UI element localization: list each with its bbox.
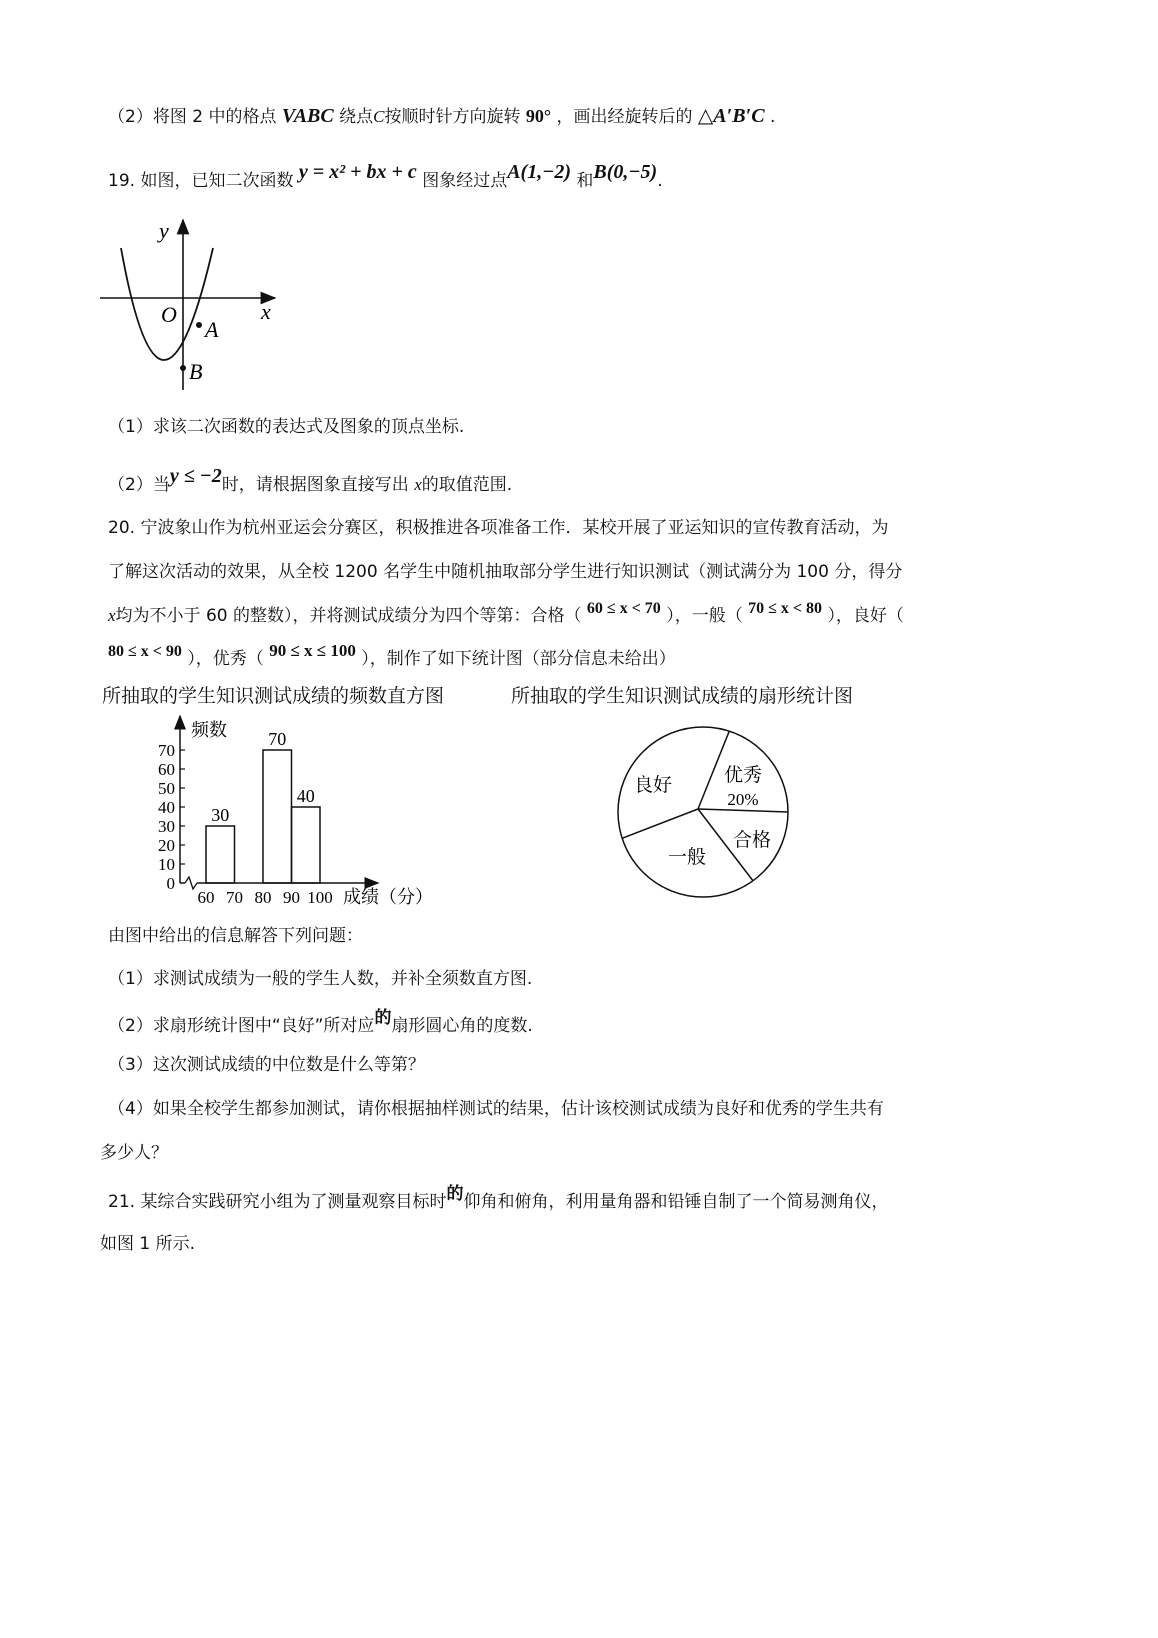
q18-part2-text: .: [769, 107, 776, 127]
point-b-dot: [180, 365, 186, 371]
q20-text: ），制作了如下统计图（部分信息未给出）: [361, 649, 676, 669]
q20-part3: （3）这次测试成绩的中位数是什么等第？: [108, 1055, 425, 1075]
label-a: A: [205, 317, 219, 342]
q21-text: 某综合实践研究小组为了测量观察目标时: [140, 1192, 447, 1212]
q20-part4-line1: （4）如果全校学生都参加测试，请你根据抽样测试的结果，估计该校测试成绩为良好和优秀的学生共有: [108, 1099, 884, 1119]
question-number: 21.: [108, 1192, 136, 1212]
q20-text: ），良好（: [827, 606, 904, 626]
math-triangle-abc: VABC: [281, 105, 334, 127]
q19-text: 图象经过点: [422, 171, 508, 191]
x-tick-label: 90: [283, 888, 300, 907]
q20-text: （2）求扇形统计图中“良好”所对应: [108, 1016, 375, 1036]
q20-line1: [108, 516, 888, 540]
y-tick-label: 0: [166, 874, 175, 893]
artifact-de: 的: [446, 1184, 464, 1204]
q19-text: .: [657, 171, 663, 191]
q20-line4: [108, 641, 676, 672]
range-excellent: 90 ≤ x ≤ 100: [269, 641, 356, 660]
q20-part2: [108, 1008, 533, 1038]
q20-text: 均为不小于 60 的整数），并将测试成绩分为四个等第：合格（: [115, 606, 582, 626]
q18-part2-line: [108, 104, 775, 129]
q18-part2-text: 按顺时针方向旋转: [384, 107, 521, 127]
hist-bar-label: 40: [296, 786, 315, 806]
x-tick-label: 70: [226, 888, 243, 907]
q18-part2-text: ，画出经旋转后的: [556, 107, 693, 127]
math-triangle-rotated: △A′B′C: [697, 105, 765, 127]
question-number: 20.: [108, 518, 136, 538]
q20-instruction: 由图中给出的信息解答下列问题：: [108, 926, 363, 946]
math-point-c: C: [373, 107, 385, 126]
pie-slice-boundary: [698, 809, 788, 812]
x-tick-label: 80: [254, 888, 272, 907]
hist-x-label: 成绩（分）: [343, 887, 433, 907]
q21-text: 仰角和俯角，利用量角器和铅锤自制了一个简易测角仪，: [463, 1192, 889, 1212]
math-var-x: x: [414, 475, 422, 494]
range-average: 70 ≤ x < 80: [748, 600, 823, 617]
y-tick-label: 70: [158, 741, 175, 760]
question-number: 19.: [108, 171, 136, 191]
q20-part1: （1）求测试成绩为一般的学生人数，并补全须数直方图.: [108, 969, 533, 989]
math-angle: 90°: [525, 106, 552, 126]
hist-bar-label: 30: [211, 805, 230, 825]
pie-percent-excellent: 20%: [727, 790, 759, 809]
artifact-de: 的: [374, 1008, 392, 1028]
histogram-caption: 所抽取的学生知识测试成绩的频数直方图: [102, 685, 445, 707]
q19-text: 时，请根据图象直接写出: [221, 475, 409, 495]
q20-text: 宁波象山作为杭州亚运会分赛区，积极推进各项准备工作．某校开展了亚运知识的宣传教育活动，为: [140, 518, 889, 538]
q19-text: 和: [576, 171, 594, 191]
x-tick-label: 60: [197, 888, 215, 907]
pie-label-pass: 合格: [732, 830, 772, 851]
y-tick-label: 30: [158, 817, 175, 836]
range-good: 80 ≤ x < 90: [108, 643, 182, 660]
label-x: x: [261, 299, 271, 324]
q18-part2-text: （2）将图 2 中的格点: [108, 107, 277, 127]
y-tick-label: 10: [158, 855, 175, 874]
q21-line1: [108, 1184, 889, 1214]
x-tick-label: 100: [307, 888, 333, 907]
math-point-b: B(0,−5): [593, 161, 658, 183]
q20-text: ），一般（: [666, 606, 743, 626]
y-tick-label: 60: [158, 760, 175, 779]
q19-part1: （1）求该二次函数的表达式及图象的顶点坐标.: [108, 417, 465, 437]
math-quadratic-formula: y = x² + bx + c: [298, 161, 417, 183]
pie-slice-boundary: [622, 809, 698, 838]
hist-y-label: 频数: [191, 720, 227, 740]
q20-text: 扇形圆心角的度数.: [391, 1016, 533, 1036]
q21-line2: 如图 1 所示.: [100, 1234, 196, 1254]
point-a-dot: [196, 322, 202, 328]
pie-caption: 所抽取的学生知识测试成绩的扇形统计图: [511, 685, 854, 707]
math-point-a: A(1,−2): [507, 161, 571, 183]
label-y: y: [159, 218, 169, 243]
y-tick-label: 20: [158, 836, 175, 855]
q19-text: 的取值范围.: [421, 475, 513, 495]
q18-part2-text: 绕点: [339, 107, 374, 127]
y-tick-label: 50: [158, 779, 175, 798]
y-tick-label: 40: [158, 798, 175, 817]
hist-bar: [292, 807, 321, 883]
pie-chart: [610, 725, 800, 899]
q20-line2: 了解这次活动的效果，从全校 1200 名学生中随机抽取部分学生进行知识测试（测试满分为 100 分，得分: [108, 562, 903, 582]
range-pass: 60 ≤ x < 70: [586, 600, 661, 617]
pie-outline: [618, 727, 788, 897]
math-var-x: x: [108, 606, 116, 625]
q19-part2: [108, 465, 513, 497]
hist-bar: [206, 826, 235, 883]
hist-bar: [263, 750, 292, 883]
parabola-graph: [95, 212, 285, 392]
pie-label-good: 良好: [633, 775, 673, 796]
label-origin: O: [161, 302, 177, 327]
label-b: B: [189, 359, 203, 384]
q20-part4-line2: 多少人？: [100, 1143, 168, 1163]
pie-label-excellent: 优秀: [723, 765, 763, 786]
axis-break-icon: [185, 877, 197, 889]
q19-stem: [108, 161, 663, 193]
hist-bar-label: 70: [268, 729, 287, 749]
q20-line3: [108, 600, 904, 629]
q20-text: ），优秀（: [187, 649, 264, 669]
q19-text: 如图，已知二次函数: [140, 171, 294, 191]
frequency-histogram: [145, 712, 455, 910]
pie-label-average: 一般: [667, 847, 707, 868]
math-condition: y ≤ −2: [169, 465, 222, 487]
q19-text: （2）当: [108, 475, 170, 495]
